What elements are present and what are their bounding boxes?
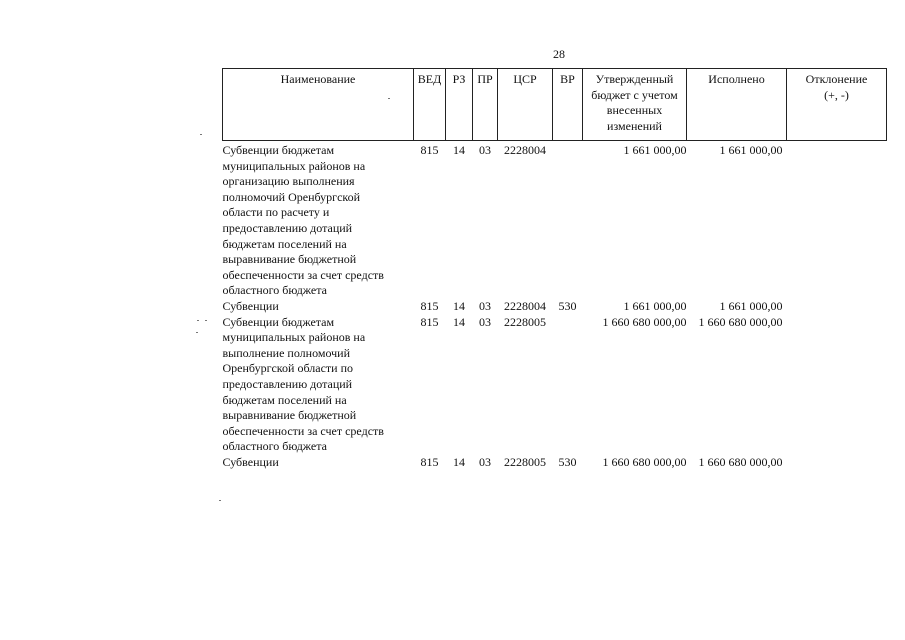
row-csr: 2228004 (504, 298, 546, 313)
row-name: Субвенции бюджетам муниципальных районов на организацию выполнения полномочий Оренбургской области по расчету и предоставлению дотаций бюджетам поселений на выравнивание бюджетной обеспеченности за счет средств областного бюджета (222, 143, 384, 298)
row-rz: 14 (453, 143, 465, 157)
scan-speck (219, 500, 221, 501)
row-pr: 03 (479, 298, 491, 313)
row-ved: 815 (420, 314, 439, 329)
table-row (223, 299, 887, 315)
row-deviation (787, 143, 887, 299)
scan-speck (197, 320, 199, 321)
row-approved: 1 660 680 000,00 (602, 314, 687, 329)
scan-speck (388, 98, 390, 99)
row-csr: 2228004 (504, 143, 546, 157)
row-ved: 815 (420, 143, 439, 157)
row-vr (553, 143, 583, 299)
row-executed: 1 660 680 000,00 (698, 314, 783, 329)
row-vr: 530 (558, 454, 577, 469)
row-deviation (787, 315, 887, 455)
row-pr: 03 (479, 143, 491, 157)
row-name: Субвенции бюджетам муниципальных районов на выполнение полномочий Оренбургской области по предоставлению дотаций бюджетам поселений на выравнивание бюджетной обеспеченности за счет средств областного бюджета (222, 314, 384, 454)
row-ved: 815 (420, 298, 439, 313)
row-name: Субвенции (222, 454, 279, 469)
row-approved: 1 660 680 000,00 (602, 454, 687, 469)
row-deviation (787, 299, 887, 315)
row-deviation (787, 455, 887, 471)
table-row (223, 455, 887, 471)
header-deviation: Отклонение (+, -) (787, 69, 887, 141)
row-pr: 03 (479, 314, 491, 329)
page-number: 28 (553, 47, 565, 61)
scan-speck (200, 134, 202, 135)
row-rz: 14 (453, 454, 465, 469)
scan-speck (196, 332, 198, 333)
header-executed: Исполнено (687, 69, 787, 141)
row-executed: 1 660 680 000,00 (698, 454, 783, 469)
header-name: Наименование (223, 69, 414, 141)
row-rz: 14 (453, 298, 465, 313)
row-name: Субвенции (222, 298, 279, 313)
table-row (223, 143, 887, 299)
header-rz: РЗ (446, 69, 473, 141)
header-pr: ПР (473, 69, 498, 141)
row-csr: 2228005 (504, 314, 546, 329)
row-csr: 2228005 (504, 454, 546, 469)
table-header-row (223, 69, 887, 141)
row-executed: 1 661 000,00 (719, 143, 783, 157)
row-approved: 1 661 000,00 (623, 143, 687, 157)
header-ved: ВЕД (414, 69, 446, 141)
row-ved: 815 (420, 454, 439, 469)
row-vr: 530 (558, 298, 577, 313)
row-approved: 1 661 000,00 (623, 298, 687, 313)
table-row (223, 315, 887, 455)
budget-table (222, 68, 887, 470)
header-vr: ВР (553, 69, 583, 141)
row-vr (553, 315, 583, 455)
row-pr: 03 (479, 454, 491, 469)
row-rz: 14 (453, 314, 465, 329)
header-csr: ЦСР (498, 69, 553, 141)
scan-speck (205, 320, 207, 321)
header-approved: Утвержденный бюджет с учетом внесенных изменений (583, 69, 687, 141)
row-executed: 1 661 000,00 (719, 298, 783, 313)
